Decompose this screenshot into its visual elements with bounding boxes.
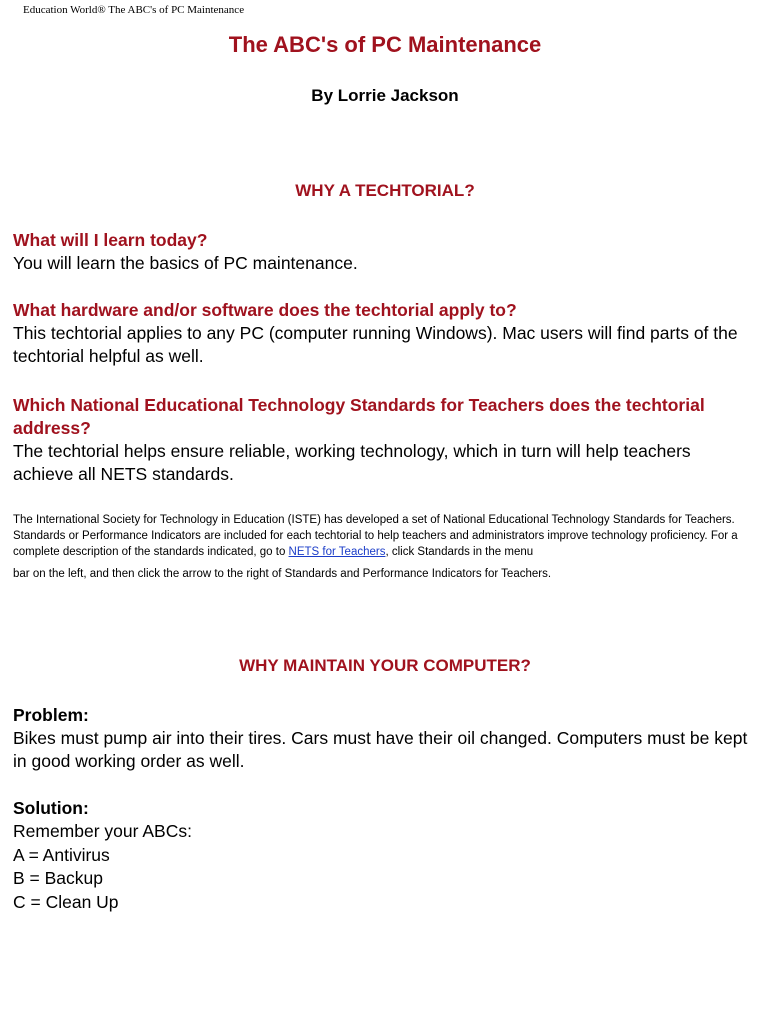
abc-item-backup: B = Backup <box>13 868 103 888</box>
qa-question: What hardware and/or software does the techtorial apply to? <box>13 300 517 320</box>
qa-item <box>13 229 753 275</box>
solution-label: Solution: <box>13 798 89 818</box>
problem-label: Problem: <box>13 705 89 725</box>
qa-question: What will I learn today? <box>13 230 208 250</box>
qa-answer: The techtorial helps ensure reliable, working technology, which in turn will help teachers achieve all NETS standards. <box>13 441 691 484</box>
abc-item-antivirus: A = Antivirus <box>13 844 110 865</box>
qa-item <box>13 299 753 368</box>
qa-answer: You will learn the basics of PC maintenance. <box>13 253 358 273</box>
solution-intro: Remember your ABCs: <box>13 821 192 841</box>
standards-note-tail: bar on the left, and then click the arrow to the right of Standards and Performance Indicators for Teachers. <box>13 568 552 580</box>
standards-note <box>13 512 753 560</box>
standards-note-text: The International Society for Technology in Education (ISTE) has developed a set of National Educational Technology Standards for Teachers. Standards or Performance Indicators are included for each techtorial to help teachers and administrators improve technology proficiency. For a complete description of the standards indicated, go to <box>13 514 738 558</box>
solution-block <box>13 797 753 914</box>
qa-answer: This techtorial applies to any PC (computer running Windows). Mac users will find parts of the techtorial helpful as well. <box>13 323 738 366</box>
page-title: The ABC's of PC Maintenance <box>228 32 542 57</box>
qa-question: Which National Educational Technology Standards for Teachers does the techtorial address? <box>13 395 705 438</box>
section-heading-why-maintain: WHY MAINTAIN YOUR COMPUTER? <box>239 656 531 675</box>
running-header: Education World® The ABC's of PC Maintenance <box>23 4 245 16</box>
problem-block <box>13 704 753 773</box>
standards-note-text-after-link: , click Standards in the menu <box>385 546 534 558</box>
problem-text: Bikes must pump air into their tires. Cars must have their oil changed. Computers must be kept in good working order as well. <box>13 728 748 771</box>
abc-item-cleanup: C = Clean Up <box>13 891 119 912</box>
nets-for-teachers-link[interactable]: NETS for Teachers <box>288 546 386 558</box>
section-heading-why-techtorial: WHY A TECHTORIAL? <box>295 181 475 200</box>
qa-item <box>13 394 753 486</box>
byline: By Lorrie Jackson <box>311 86 459 105</box>
